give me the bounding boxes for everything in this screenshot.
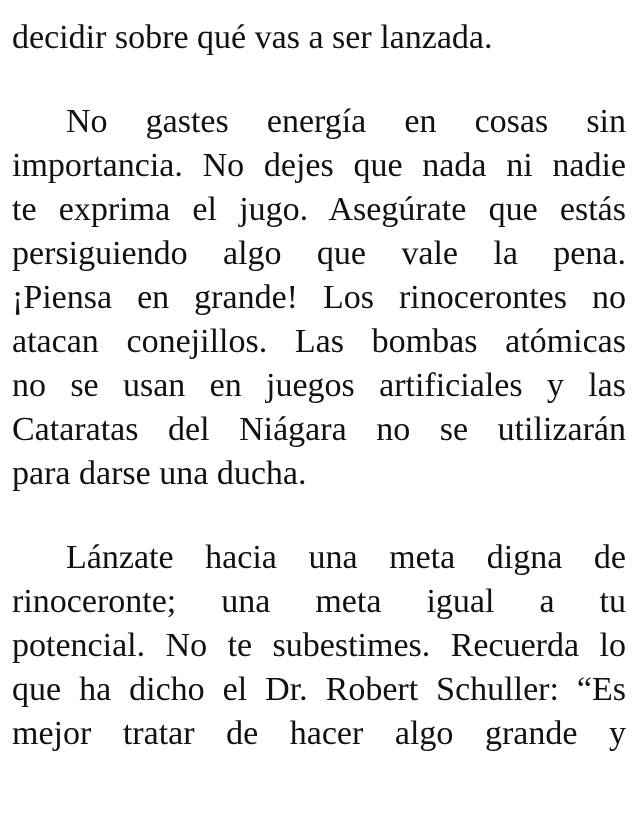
text-line: No gastes energía en cosas sin [66,103,626,140]
text-line: ¡Piensa en grande! Los rinocerontes no [12,279,626,316]
text-line: atacan conejillos. Las bombas atómicas [12,323,626,360]
text-line: Cataratas del Niágara no se utilizarán [12,411,626,448]
text-line: te exprima el jugo. Asegúrate que estás [12,191,626,228]
text-line: para darse una ducha. [12,455,307,492]
text-line: Lánzate hacia una meta digna de [66,539,626,576]
text-line: potencial. No te subestimes. Recuerda lo [12,627,626,664]
text-line: rinoceronte; una meta igual a tu [12,583,626,620]
text-line: mejor tratar de hacer algo grande y [12,715,626,752]
text-line: importancia. No dejes que nada ni nadie [12,147,626,184]
text-line: persiguiendo algo que vale la pena. [12,235,626,272]
text-line: que ha dicho el Dr. Robert Schuller: “Es [12,671,626,708]
text-line: no se usan en juegos artificiales y las [12,367,626,404]
text-line: decidir sobre qué vas a ser lanzada. [12,19,493,56]
